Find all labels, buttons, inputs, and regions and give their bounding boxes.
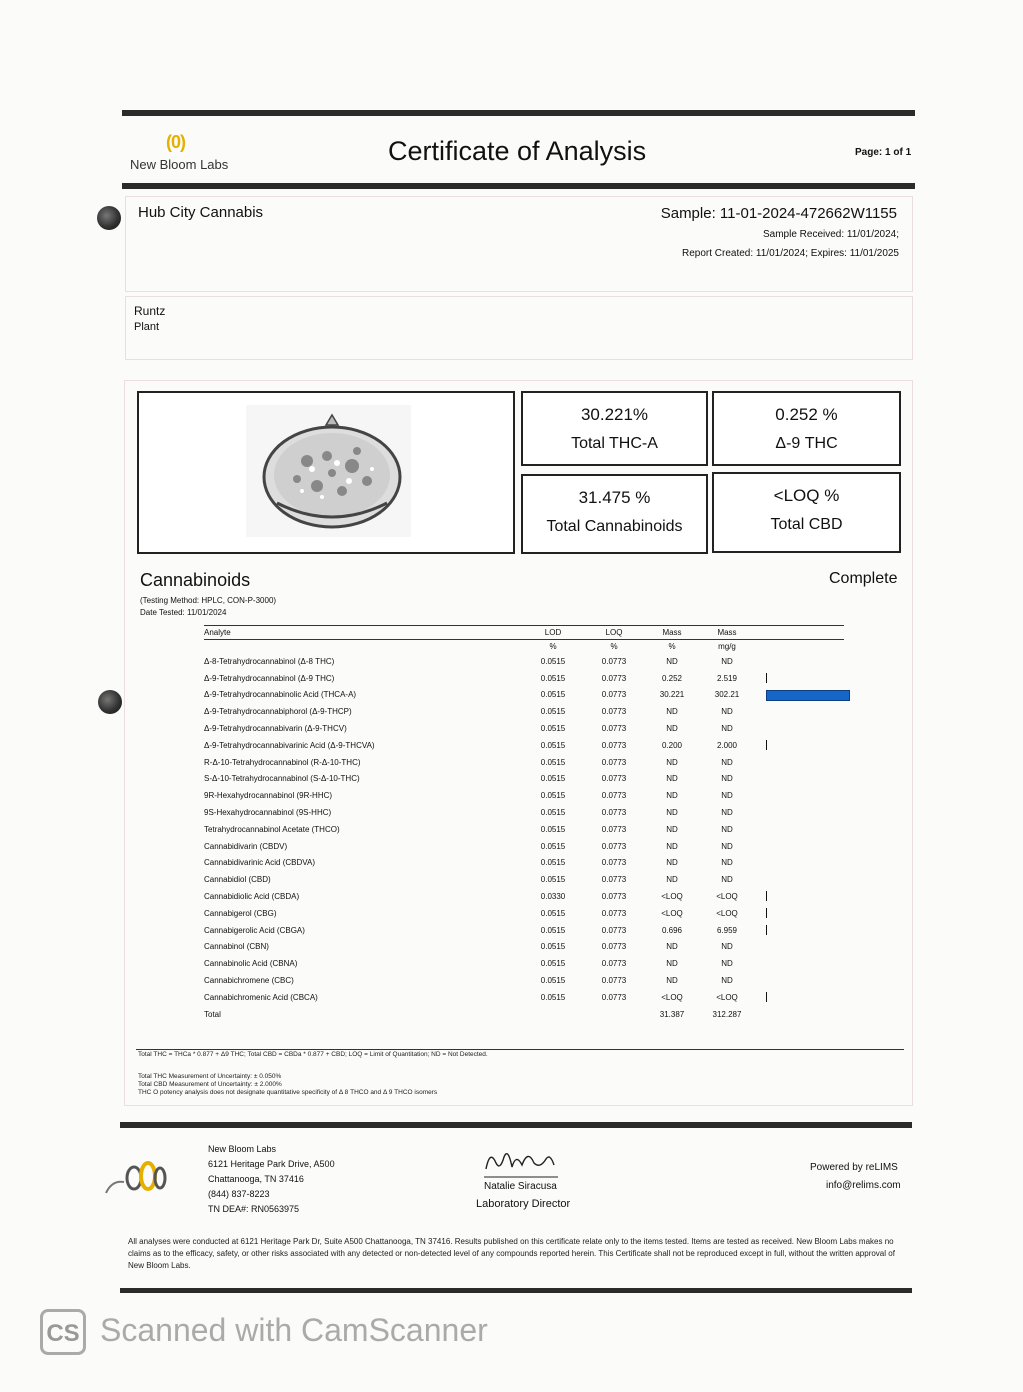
lod-cell: 0.0515 [540, 774, 566, 784]
lod-cell: 0.0515 [540, 875, 566, 885]
mass-pct-cell: 0.200 [661, 740, 683, 750]
lab-name: New Bloom Labs [130, 157, 229, 172]
bar-cell [756, 905, 844, 922]
mass-pct-cell: <LOQ [661, 992, 683, 1002]
table-row [204, 838, 844, 855]
stat-total-cbd [712, 472, 901, 553]
bar-cell [756, 955, 844, 972]
disclaimer: All analyses were conducted at 6121 Heritage Park Dr, Suite A500 Chattanooga, TN 37416. Results published on this certificate relate only to the items tested. Items are tested as received. New Bloom Labs makes no claims as to the efficacy, safety, or other risks associated with any detected or non-detected level of any compounds reported herein. This Certificate shall not be reproduced except in full, without the written approval of New Bloom Labs. [128, 1237, 895, 1270]
lod-cell: 0.0330 [540, 892, 566, 902]
product-name: Runtz [134, 304, 166, 318]
analyte-cell: Cannabichromene (CBC) [204, 976, 294, 986]
addr-dea: TN DEA#: RN0563975 [208, 1204, 300, 1214]
lod-cell: 0.0515 [540, 808, 566, 818]
table-row [204, 922, 844, 939]
mass-pct-cell: 0.696 [661, 925, 683, 935]
loq-cell: 0.0773 [601, 824, 627, 834]
lod-cell: 0.0515 [540, 976, 566, 986]
bar-cell [756, 804, 844, 821]
lod-cell: 0.0515 [540, 841, 566, 851]
stat-value: 30.221% [580, 405, 649, 424]
stat-delta9-thc [712, 391, 901, 466]
mass-pct-cell: ND [666, 707, 678, 717]
signer-role: Laboratory Director [476, 1198, 571, 1210]
col-analyte: Analyte [204, 626, 524, 640]
loq-cell: 0.0773 [601, 976, 627, 986]
bar-cell [756, 754, 844, 771]
bar-cell [756, 989, 844, 1006]
stat-label: Δ-9 THC [775, 435, 838, 452]
bar-cell [756, 939, 844, 956]
analyte-cell: Cannabidivarinic Acid (CBDVA) [204, 858, 316, 868]
analyte-cell: Δ-8-Tetrahydrocannabinol (Δ-8 THC) [204, 656, 335, 666]
table-row [204, 737, 844, 754]
signature-image [480, 1143, 560, 1179]
top-rule [122, 110, 915, 116]
analyte-cell: Cannabidiol (CBD) [204, 875, 271, 885]
result-tick-mark [766, 908, 767, 918]
stat-value: 31.475 % [578, 488, 651, 507]
lod-cell: 0.0515 [540, 656, 566, 666]
bar-cell [756, 670, 844, 687]
addr-city: Chattanooga, TN 37416 [208, 1174, 304, 1184]
stat-label: Total Cannabinoids [546, 518, 683, 535]
bar-cell [756, 771, 844, 788]
unit: mg/g [718, 642, 736, 651]
loq-cell: 0.0773 [601, 707, 627, 717]
lod-cell: 0.0515 [540, 673, 566, 683]
table-row [204, 955, 844, 972]
table-row [204, 972, 844, 989]
bar-cell [756, 972, 844, 989]
col-mass-mg: Mass [698, 626, 756, 640]
mass-mg-cell: ND [721, 656, 733, 666]
unit: % [549, 642, 557, 651]
loq-cell: 0.0773 [601, 942, 627, 952]
mass-mg-cell: ND [721, 942, 733, 952]
loq-cell: 0.0773 [601, 740, 627, 750]
result-tick-mark [766, 673, 767, 683]
lod-cell: 0.0515 [540, 724, 566, 734]
loq-cell: 0.0773 [601, 757, 627, 767]
camscanner-logo-icon: CS [40, 1309, 86, 1355]
stat-total-thca [521, 391, 708, 466]
powered-by: Powered by reLIMS [810, 1162, 898, 1173]
footer-logo-icon [104, 1158, 174, 1208]
col-chart [756, 626, 844, 640]
loq-cell: 0.0773 [601, 656, 627, 666]
bar-cell [756, 821, 844, 838]
result-tick-mark [766, 891, 767, 901]
analyte-cell: Cannabinolic Acid (CBNA) [204, 959, 298, 969]
total-mg: 312.287 [712, 1009, 742, 1019]
analyte-cell: Cannabigerolic Acid (CBGA) [204, 925, 305, 935]
product-type: Plant [134, 321, 160, 333]
formula-note: Total THC = THCa * 0.877 + Δ9 THC; Total CBD = CBDa * 0.877 + CBD; LOQ = Limit of Quantitation; ND = Not Detected. [138, 1051, 488, 1058]
page-number: Page: 1 of 1 [855, 147, 912, 158]
mass-mg-cell: 6.959 [716, 925, 738, 935]
mass-pct-cell: ND [666, 656, 678, 666]
mass-pct-cell: ND [666, 757, 678, 767]
mass-mg-cell: ND [721, 841, 733, 851]
mass-pct-cell: <LOQ [661, 892, 683, 902]
mass-mg-cell: ND [721, 707, 733, 717]
col-lod: LOD [524, 626, 582, 640]
lod-cell: 0.0515 [540, 740, 566, 750]
mass-mg-cell: ND [721, 791, 733, 801]
table-row [204, 939, 844, 956]
addr-phone: (844) 837-8223 [208, 1189, 270, 1199]
thco-note: THC O potency analysis does not designate quantitative specificity of Δ 8 THCO and Δ 9 THCO isomers [138, 1089, 438, 1096]
lod-cell: 0.0515 [540, 942, 566, 952]
mass-mg-cell: ND [721, 757, 733, 767]
stat-value: 0.252 % [775, 405, 838, 424]
table-row [204, 905, 844, 922]
lod-cell: 0.0515 [540, 858, 566, 868]
lod-cell: 0.0515 [540, 791, 566, 801]
loq-cell: 0.0773 [601, 791, 627, 801]
loq-cell: 0.0773 [601, 808, 627, 818]
sample-jar-image [257, 411, 407, 536]
addr-street: 6121 Heritage Park Drive, A500 [208, 1159, 335, 1169]
sample-photo [137, 391, 515, 554]
lab-logo-icon: (0) [166, 132, 185, 152]
col-mass-pct: Mass [646, 626, 698, 640]
mass-mg-cell: ND [721, 824, 733, 834]
loq-cell: 0.0773 [601, 875, 627, 885]
table-row [204, 771, 844, 788]
loq-cell: 0.0773 [601, 908, 627, 918]
bar-cell [756, 687, 844, 704]
mass-pct-cell: <LOQ [661, 908, 683, 918]
analyte-cell: S-Δ-10-Tetrahydrocannabinol (S-Δ-10-THC) [204, 774, 360, 784]
loq-cell: 0.0773 [601, 992, 627, 1002]
lod-cell: 0.0515 [540, 690, 566, 700]
analyte-cell: R-Δ-10-Tetrahydrocannabinol (R-Δ-10-THC) [204, 757, 361, 767]
stat-value: <LOQ % [773, 486, 840, 505]
analyte-cell: Δ-9-Tetrahydrocannabinol (Δ-9 THC) [204, 673, 335, 683]
product-section [125, 296, 913, 360]
table-row [204, 754, 844, 771]
bar-cell [756, 720, 844, 737]
lod-cell: 0.0515 [540, 992, 566, 1002]
bar-cell [756, 838, 844, 855]
table-row [204, 821, 844, 838]
signer-name: Natalie Siracusa [484, 1181, 557, 1192]
table-row [204, 871, 844, 888]
binder-hole [97, 206, 121, 230]
result-tick-mark [766, 992, 767, 1002]
table-row [204, 653, 844, 670]
bar-cell [756, 703, 844, 720]
mass-mg-cell: ND [721, 875, 733, 885]
lod-cell: 0.0515 [540, 959, 566, 969]
mass-mg-cell: ND [721, 858, 733, 868]
divider [136, 1049, 904, 1050]
table-row [204, 720, 844, 737]
bottom-rule [120, 1288, 912, 1293]
mass-mg-cell: ND [721, 959, 733, 969]
uncertainty-thc: Total THC Measurement of Uncertainty: ± 0.050% [138, 1073, 282, 1080]
stat-total-cannabinoids [521, 474, 708, 554]
lod-cell: 0.0515 [540, 757, 566, 767]
footer-rule [120, 1122, 912, 1128]
total-label: Total [204, 1009, 221, 1019]
binder-hole [98, 690, 122, 714]
analyte-cell: Δ-9-Tetrahydrocannabivarinic Acid (Δ-9-THCVA) [204, 740, 375, 750]
loq-cell: 0.0773 [601, 925, 627, 935]
mass-pct-cell: ND [666, 858, 678, 868]
stat-label: Total THC-A [571, 435, 658, 452]
table-row [204, 687, 844, 704]
result-bar [766, 690, 850, 701]
lod-cell: 0.0515 [540, 925, 566, 935]
loq-cell: 0.0773 [601, 724, 627, 734]
bar-cell [756, 653, 844, 670]
status-badge: Complete [829, 570, 898, 587]
mass-pct-cell: ND [666, 774, 678, 784]
loq-cell: 0.0773 [601, 841, 627, 851]
unit [204, 640, 524, 654]
table-row [204, 989, 844, 1006]
analyte-cell: Cannabidiolic Acid (CBDA) [204, 892, 300, 902]
unit: % [610, 642, 618, 651]
lod-cell: 0.0515 [540, 707, 566, 717]
bar-cell [756, 922, 844, 939]
mass-mg-cell: ND [721, 808, 733, 818]
page-title: Certificate of Analysis [388, 136, 647, 166]
mass-mg-cell: <LOQ [716, 892, 738, 902]
mass-pct-cell: 30.221 [659, 690, 685, 700]
mass-mg-cell: 2.000 [716, 740, 738, 750]
date-tested: Date Tested: 11/01/2024 [140, 608, 227, 617]
mass-mg-cell: ND [721, 724, 733, 734]
table-units-row [204, 640, 844, 654]
header-rule [122, 183, 915, 189]
table-row [204, 703, 844, 720]
analyte-cell: 9S-Hexahydrocannabinol (9S-HHC) [204, 808, 332, 818]
uncertainty-cbd: Total CBD Measurement of Uncertainty: ± 2.000% [138, 1081, 282, 1088]
analyte-cell: Tetrahydrocannabinol Acetate (THCO) [204, 824, 340, 834]
table-row [204, 787, 844, 804]
lod-cell: 0.0515 [540, 824, 566, 834]
loq-cell: 0.0773 [601, 774, 627, 784]
bar-cell [756, 888, 844, 905]
table-row [204, 855, 844, 872]
table-row [204, 804, 844, 821]
analyte-cell: Cannabinol (CBN) [204, 942, 269, 952]
total-row [204, 1006, 844, 1023]
cannabinoid-table [204, 625, 844, 1023]
mass-pct-cell: ND [666, 824, 678, 834]
section-title: Cannabinoids [140, 570, 251, 590]
loq-cell: 0.0773 [601, 959, 627, 969]
bar-cell [756, 787, 844, 804]
mass-mg-cell: <LOQ [716, 992, 738, 1002]
analyte-cell: 9R-Hexahydrocannabinol (9R-HHC) [204, 791, 333, 801]
mass-pct-cell: ND [666, 942, 678, 952]
lod-cell: 0.0515 [540, 908, 566, 918]
client-name: Hub City Cannabis [138, 204, 264, 221]
mass-pct-cell: ND [666, 959, 678, 969]
table-row [204, 670, 844, 687]
bar-cell [756, 855, 844, 872]
camscanner-watermark: Scanned with CamScanner [100, 1312, 488, 1348]
testing-method: (Testing Method: HPLC, CON-P-3000) [140, 596, 277, 605]
analyte-cell: Δ-9-Tetrahydrocannabiphorol (Δ-9-THCP) [204, 707, 352, 717]
mass-pct-cell: ND [666, 724, 678, 734]
mass-pct-cell: ND [666, 875, 678, 885]
mass-mg-cell: ND [721, 774, 733, 784]
addr-lab: New Bloom Labs [208, 1144, 277, 1154]
bar-cell [756, 737, 844, 754]
loq-cell: 0.0773 [601, 892, 627, 902]
mass-mg-cell: 302.21 [714, 690, 740, 700]
loq-cell: 0.0773 [601, 858, 627, 868]
mass-pct-cell: ND [666, 791, 678, 801]
table-row [204, 888, 844, 905]
analyte-cell: Δ-9-Tetrahydrocannabivarin (Δ-9-THCV) [204, 724, 347, 734]
col-loq: LOQ [582, 626, 646, 640]
result-tick-mark [766, 925, 767, 935]
mass-pct-cell: ND [666, 976, 678, 986]
mass-pct-cell: ND [666, 808, 678, 818]
total-pct: 31.387 [659, 1009, 685, 1019]
stat-label: Total CBD [770, 516, 843, 533]
mass-mg-cell: <LOQ [716, 908, 738, 918]
analyte-cell: Cannabigerol (CBG) [204, 908, 277, 918]
loq-cell: 0.0773 [601, 690, 627, 700]
contact-email: info@relims.com [826, 1180, 901, 1191]
mass-mg-cell: ND [721, 976, 733, 986]
unit: % [668, 642, 676, 651]
analyte-cell: Cannabichromenic Acid (CBCA) [204, 992, 318, 1002]
mass-pct-cell: ND [666, 841, 678, 851]
analyte-cell: Cannabidivarin (CBDV) [204, 841, 288, 851]
table-header-row [204, 626, 844, 640]
report-dates: Report Created: 11/01/2024; Expires: 11/01/2025 [682, 248, 899, 259]
sample-received: Sample Received: 11/01/2024; [762, 229, 899, 240]
sample-id: Sample: 11-01-2024-472662W1155 [660, 205, 897, 222]
bar-cell [756, 871, 844, 888]
analyte-cell: Δ-9-Tetrahydrocannabinolic Acid (THCA-A) [204, 690, 357, 700]
mass-pct-cell: 0.252 [661, 673, 683, 683]
mass-mg-cell: 2.519 [716, 673, 738, 683]
lab-address [208, 1142, 335, 1217]
result-tick-mark [766, 740, 767, 750]
loq-cell: 0.0773 [601, 673, 627, 683]
